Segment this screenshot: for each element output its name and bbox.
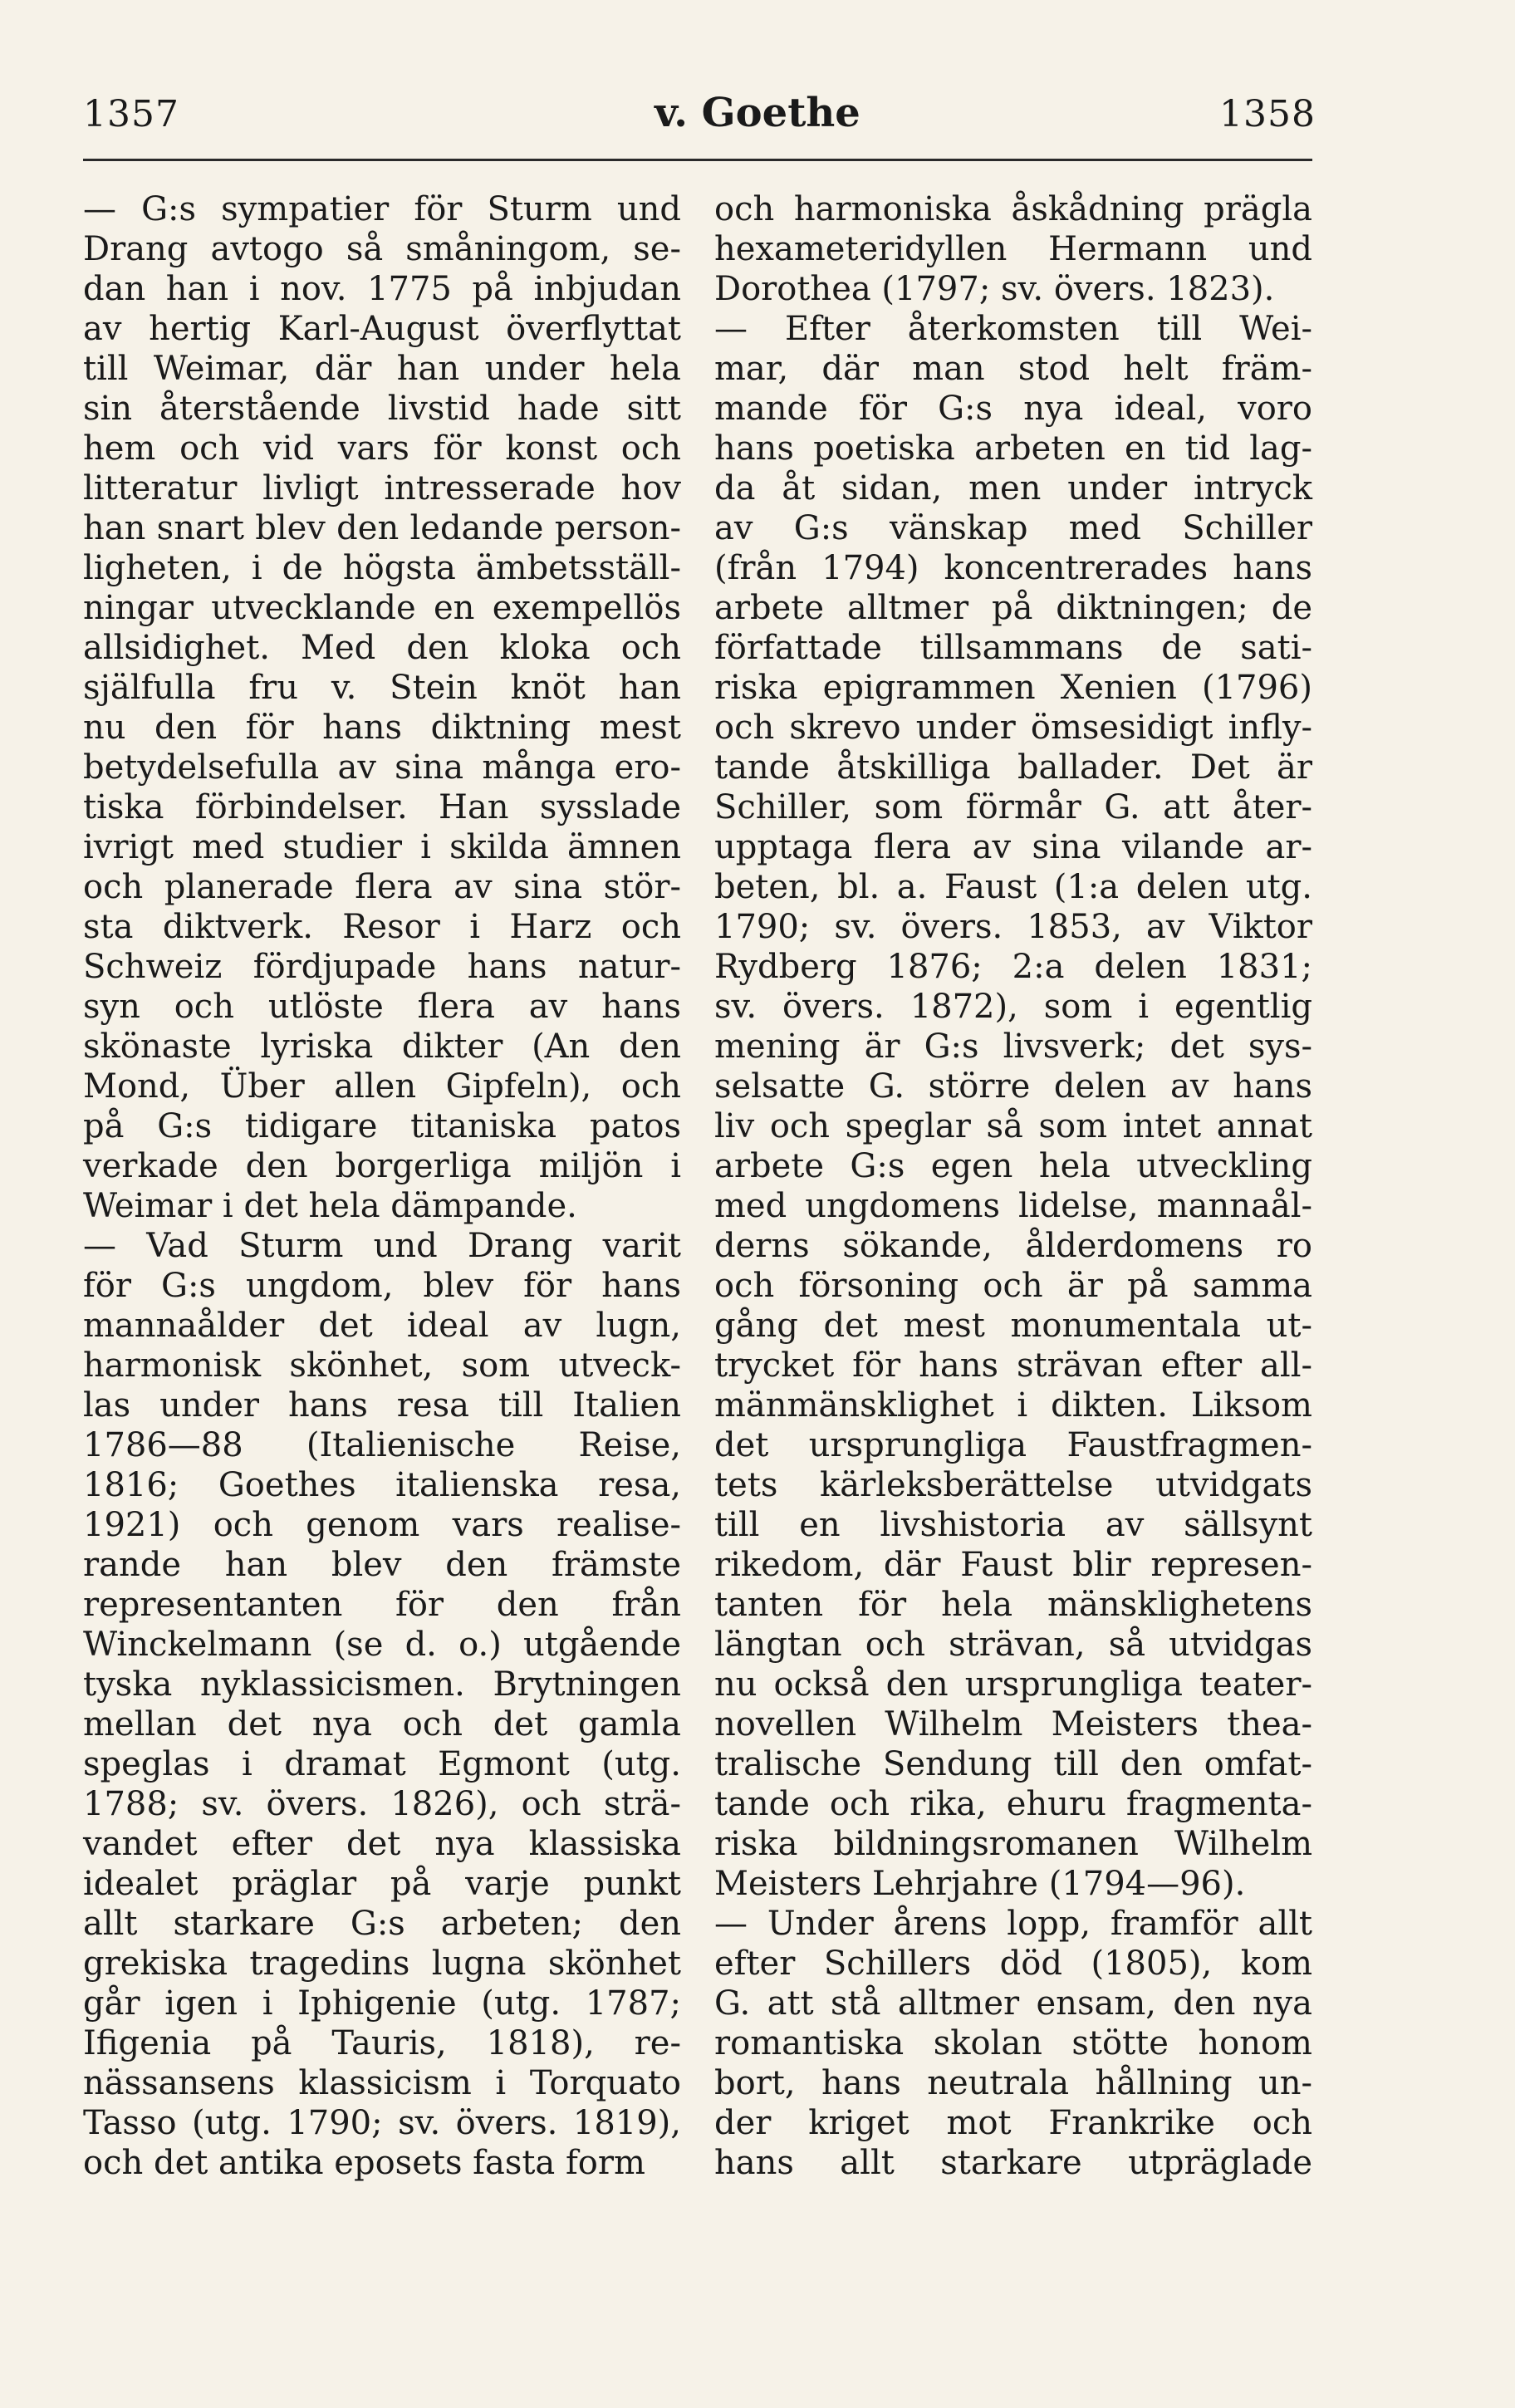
text-line: representanten för den från [83,1586,681,1624]
text-line: mellan det nya och det gamla [83,1705,681,1743]
text-line: det ursprungliga Faustfragmen- [714,1426,1312,1464]
text-line: G. att stå alltmer ensam, den nya [714,1984,1312,2023]
text-line: till en livshistoria av sällsynt [714,1506,1312,1544]
text-line: nu också den ursprungliga teater- [714,1665,1312,1704]
text-line: idealet präglar på varje punkt [83,1865,681,1903]
text-line: upptaga flera av sina vilande ar- [714,828,1312,866]
text-line: derns sökande, ålderdomens ro [714,1227,1312,1265]
text-line: — Efter återkomsten till Wei- [714,310,1312,348]
text-line: mänmänsklighet i dikten. Liksom [714,1386,1312,1425]
text-line: liv och speglar så som intet annat [714,1107,1312,1145]
text-line: Dorothea (1797; sv. övers. 1823). [714,270,1275,308]
text-line: riska bildningsromanen Wilhelm [714,1825,1312,1863]
text-line: ivrigt med studier i skilda ämnen [83,828,681,866]
header-rule [83,159,1312,161]
text-line: Ifigenia på Tauris, 1818), re- [83,2024,681,2062]
text-line: nässansens klassicism i Torquato [83,2064,681,2102]
page-number-left: 1357 [83,93,179,135]
text-line: 1788; sv. övers. 1826), och strä- [83,1785,681,1823]
text-line: hans poetiska arbeten en tid lag- [714,429,1312,468]
text-line: da åt sidan, men under intryck [714,469,1312,508]
text-line: trycket för hans strävan efter all- [714,1346,1312,1385]
text-line: rikedom, där Faust blir represen- [714,1546,1312,1584]
text-line: hans allt starkare utpräglade [714,2144,1312,2182]
text-line: 1921) och genom vars realise- [83,1506,681,1544]
text-line: av G:s vänskap med Schiller [714,509,1312,547]
text-line: Mond, Über allen Gipfeln), och [83,1067,681,1106]
text-line: speglas i dramat Egmont (utg. [83,1745,681,1783]
text-line: tande och rika, ehuru fragmenta- [714,1785,1312,1823]
text-line: — G:s sympatier för Sturm und [83,190,681,228]
text-line: romantiska skolan stötte honom [714,2024,1312,2062]
text-line: mar, där man stod helt främ- [714,350,1312,388]
text-line: författade tillsammans de sati- [714,629,1312,667]
text-line: går igen i Iphigenie (utg. 1787; [83,1984,681,2023]
text-column-right [714,189,1312,2183]
text-line: riska epigrammen Xenien (1796) [714,669,1312,707]
text-line: tyska nyklassicismen. Brytningen [83,1665,681,1704]
text-line: mening är G:s livsverk; det sys- [714,1027,1312,1066]
text-line: han snart blev den ledande person- [83,509,681,547]
text-line: tanten för hela mänsklighetens [714,1586,1312,1624]
text-line: Rydberg 1876; 2:a delen 1831; [714,948,1312,986]
text-line: och skrevo under ömsesidigt infly- [714,709,1312,747]
text-line: Drang avtogo så småningom, se- [83,230,681,268]
text-line: allsidighet. Med den kloka och [83,629,681,667]
text-line: verkade den borgerliga miljön i [83,1147,681,1185]
text-line: sv. övers. 1872), som i egentlig [714,988,1312,1026]
text-line: — Under årens lopp, framför allt [714,1905,1312,1943]
text-line: grekiska tragedins lugna skönhet [83,1945,681,1983]
text-line: för G:s ungdom, blev för hans [83,1267,681,1305]
text-line: sta diktverk. Resor i Harz och [83,908,681,946]
text-line: arbete G:s egen hela utveckling [714,1147,1312,1185]
text-line: beten, bl. a. Faust (1:a delen utg. [714,868,1312,906]
text-line: betydelsefulla av sina många ero- [83,748,681,787]
text-line: Schiller, som förmår G. att åter- [714,788,1312,826]
text-line: ligheten, i de högsta ämbetsställ- [83,549,681,587]
text-line: nu den för hans diktning mest [83,709,681,747]
text-line: och harmoniska åskådning prägla [714,190,1312,228]
text-line: mande för G:s nya ideal, voro [714,390,1312,428]
text-line: 1790; sv. övers. 1853, av Viktor [714,908,1312,946]
text-line: selsatte G. större delen av hans [714,1067,1312,1106]
text-line: dan han i nov. 1775 på inbjudan [83,270,681,308]
text-line: skönaste lyriska dikter (An den [83,1027,681,1066]
text-line: Weimar i det hela dämpande. [83,1187,577,1225]
text-line: rande han blev den främste [83,1546,681,1584]
text-line: Winckelmann (se d. o.) utgående [83,1626,681,1664]
text-line: tets kärleksberättelse utvidgats [714,1466,1312,1504]
text-line: hexameteridyllen Hermann und [714,230,1312,268]
text-line: längtan och strävan, så utvidgas [714,1626,1312,1664]
page-number-right: 1358 [1219,93,1316,135]
text-line: hem och vid vars för konst och [83,429,681,468]
text-line: Tasso (utg. 1790; sv. övers. 1819), [83,2104,681,2142]
text-line: harmonisk skönhet, som utveck- [83,1346,681,1385]
running-head: v. Goethe [655,90,860,136]
text-line: tiska förbindelser. Han sysslade [83,788,681,826]
text-line: tralische Sendung till den omfat- [714,1745,1312,1783]
text-line: Meisters Lehrjahre (1794—96). [714,1865,1246,1903]
text-line: der kriget mot Frankrike och [714,2104,1312,2142]
text-line: vandet efter det nya klassiska [83,1825,681,1863]
text-line: mannaålder det ideal av lugn, [83,1307,681,1345]
text-line: och försoning och är på samma [714,1267,1312,1305]
text-line: till Weimar, där han under hela [83,350,681,388]
text-line: novellen Wilhelm Meisters thea- [714,1705,1312,1743]
text-line: (från 1794) koncentrerades hans [714,549,1312,587]
text-line: bort, hans neutrala hållning un- [714,2064,1312,2102]
text-line: gång det mest monumentala ut- [714,1307,1312,1345]
text-line: allt starkare G:s arbeten; den [83,1905,681,1943]
text-line: litteratur livligt intresserade hov [83,469,681,508]
text-line: syn och utlöste flera av hans [83,988,681,1026]
text-line: av hertig Karl-August överflyttat [83,310,681,348]
text-line: — Vad Sturm und Drang varit [83,1227,681,1265]
text-line: ningar utvecklande en exempellös [83,589,681,627]
text-line: 1786—88 (Italienische Reise, [83,1426,681,1464]
text-line: tande åtskilliga ballader. Det är [714,748,1312,787]
text-line: sin återstående livstid hade sitt [83,390,681,428]
text-line: arbete alltmer på diktningen; de [714,589,1312,627]
text-line: med ungdomens lidelse, mannaål- [714,1187,1312,1225]
text-line: och det antika eposets fasta form [83,2144,645,2182]
text-line: och planerade flera av sina stör- [83,868,681,906]
text-line: efter Schillers död (1805), kom [714,1945,1312,1983]
text-line: Schweiz fördjupade hans natur- [83,948,681,986]
text-column-left [83,189,681,2183]
text-line: själfulla fru v. Stein knöt han [83,669,681,707]
text-line: 1816; Goethes italienska resa, [83,1466,681,1504]
text-line: på G:s tidigare titaniska patos [83,1107,681,1145]
text-line: las under hans resa till Italien [83,1386,681,1425]
